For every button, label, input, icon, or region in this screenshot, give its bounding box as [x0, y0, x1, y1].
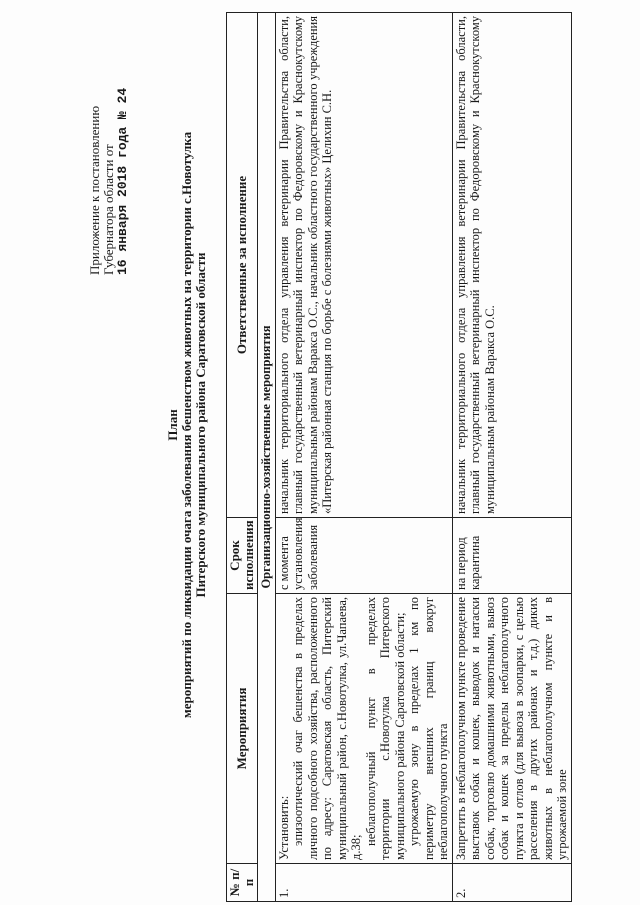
row-action: Запретить в неблагополучном пункте проведение выставок собак и кошек, выводок и натаски собак, торговлю домашними животными, вывоз собак и кошек за пределы неблагополучного пункта и отлов (для вывоза в зоопарки, с целью расселения в других районах и т.д.) диких животных в неблагополучном пункте и в угрожаемой зоне	[452, 594, 571, 864]
title-line-3: Питерского муниципального района Саратовской области	[193, 252, 208, 598]
row-responsible: начальник территориального отдела управления ветеринарии Правительства области, главный государственный ветеринарный инспектор по Федоровскому и Краснокутскому муниципальным районам Варакса О.С., начальник областного государственного учреждения «Питерская районная станция по борьбе с болезнями животных» Целихин С.Н.	[275, 13, 452, 518]
appendix-note	[88, 5, 130, 275]
appendix-date-stamp: 16 января 2018 года № 24	[115, 87, 130, 275]
action-item-1: эпизоотический очаг бешенства в пределах личного подсобного хозяйства, расположенного по адресу: Саратовская область, Питерский муниципальный район, с.Новотулка, ул.Чапаева, д.38;	[291, 597, 363, 860]
row-term: с момента установления заболевания	[275, 518, 452, 594]
action-intro: Установить:	[276, 795, 291, 860]
row-num: 2.	[452, 864, 571, 902]
row-responsible: начальник территориального отдела управления ветеринарии Правительства области, главный государственный ветеринарный инспектор по Федоровскому и Краснокутскому муниципальным районам Варакса О.С.	[452, 13, 571, 518]
action-item-3: угрожаемую зону в пределах 1 км по периметру внешних границ вокруг неблагополучного пункта	[407, 597, 450, 860]
table-header-row	[227, 13, 258, 902]
document-title	[166, 65, 208, 785]
header-action: Мероприятия	[227, 594, 258, 864]
title-line-1: План	[165, 409, 180, 441]
table-row	[452, 13, 571, 902]
action-item-2: неблагополучный пункт в пределах территории с.Новотулка Питерского муниципального района Саратовской области;	[363, 597, 407, 860]
row-term: на период карантина	[452, 518, 571, 594]
row-num: 1.	[275, 864, 452, 902]
appendix-line-2: Губернатора области от	[101, 144, 116, 275]
header-responsible: Ответственные за исполнение	[227, 13, 258, 518]
title-line-2: мероприятий по ликвидации очага заболевания бешенством животных на территории с.Новотулка	[179, 131, 194, 719]
table-row	[275, 13, 452, 902]
section-title: Организационно-хозяйственные мероприятия	[258, 13, 276, 902]
plan-table	[226, 12, 572, 902]
header-term: Срок исполнения	[227, 518, 258, 594]
header-num: № п/п	[227, 864, 258, 902]
appendix-line-1: Приложение к постановлению	[87, 105, 102, 275]
section-row	[258, 13, 276, 902]
row-action	[275, 594, 452, 864]
